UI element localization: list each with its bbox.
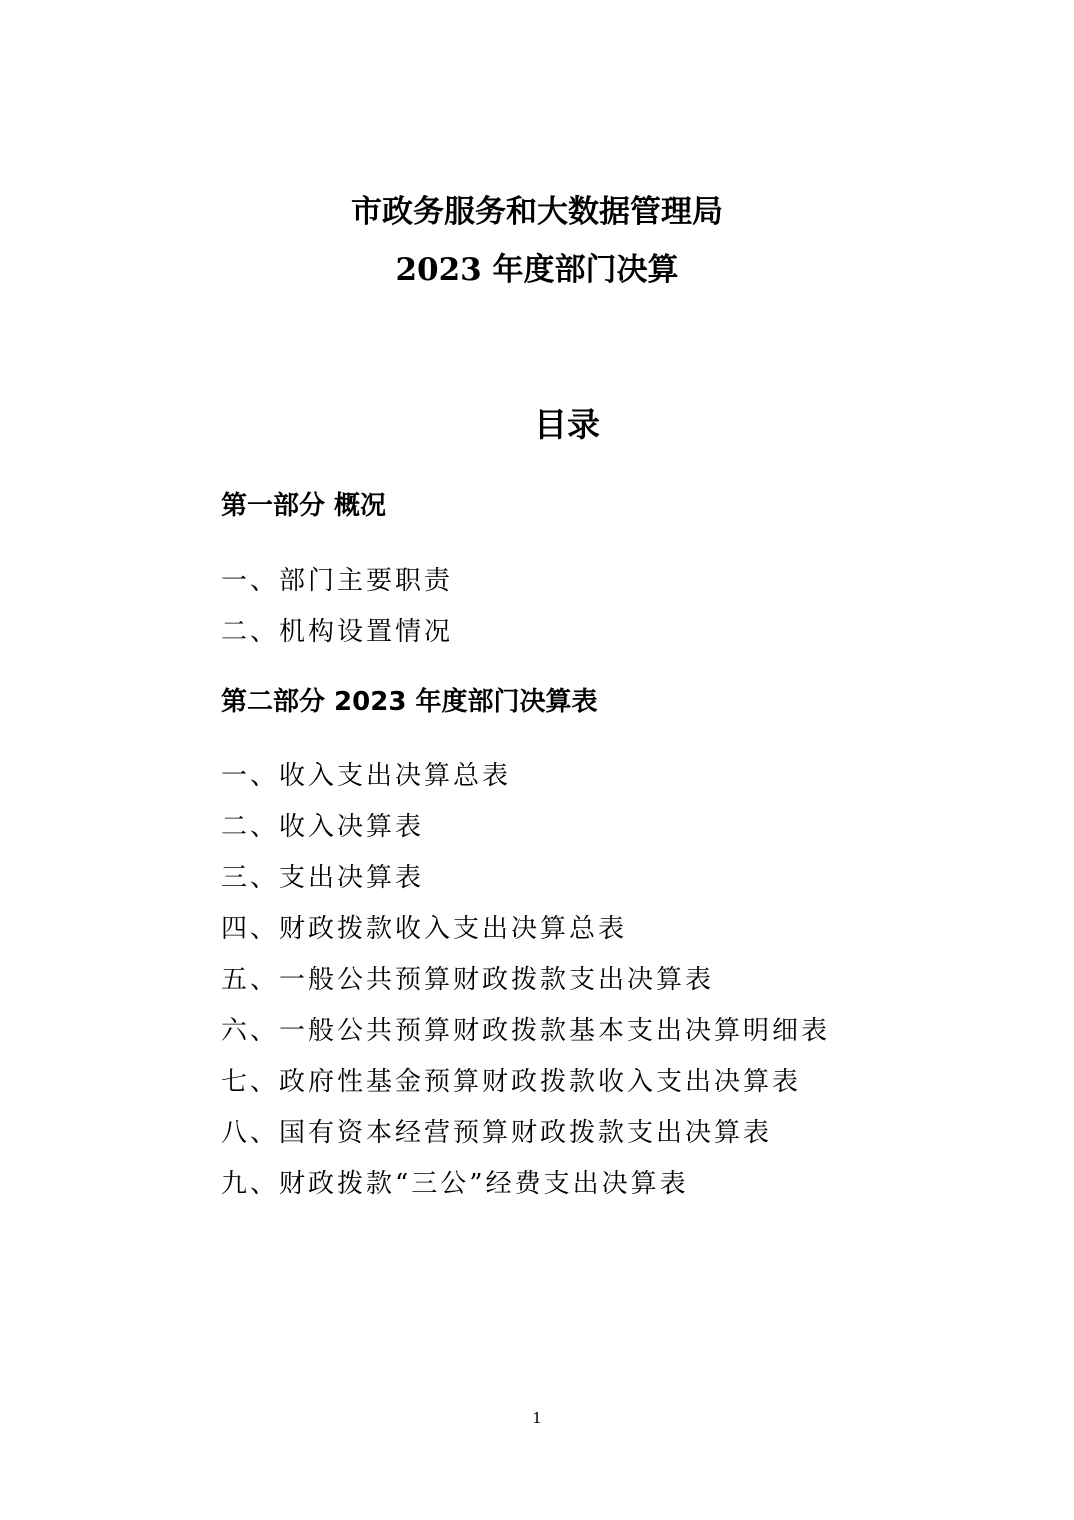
- toc-item: 一、收入支出决算总表: [221, 761, 512, 791]
- toc-item: 五、一般公共预算财政拨款支出决算表: [221, 965, 715, 995]
- toc-item: 七、政府性基金预算财政拨款收入支出决算表: [221, 1067, 802, 1097]
- page-number: 1: [532, 1409, 542, 1427]
- part-two-list: [221, 759, 830, 1218]
- toc-item: 六、一般公共预算财政拨款基本支出决算明细表: [221, 1016, 831, 1046]
- toc-item: 八、国有资本经营预算财政拨款支出决算表: [221, 1118, 773, 1148]
- toc-item: 一、部门主要职责: [221, 566, 454, 596]
- toc-item: 二、机构设置情况: [221, 617, 454, 647]
- toc-title: 目录: [534, 405, 600, 444]
- toc-item: 四、财政拨款收入支出决算总表: [221, 914, 628, 944]
- document-title-line-1: 市政务服务和大数据管理局: [351, 194, 723, 230]
- part-two-heading: 第二部分 2023 年度部门决算表: [221, 687, 598, 717]
- toc-item: 三、支出决算表: [221, 863, 425, 893]
- document-title-line-2: 2023 年度部门决算: [395, 252, 679, 288]
- part-one-list: [221, 564, 453, 666]
- part-one-heading: 第一部分 概况: [221, 491, 387, 521]
- toc-item: 二、收入决算表: [221, 812, 425, 842]
- toc-item: 九、财政拨款“三公”经费支出决算表: [221, 1169, 689, 1199]
